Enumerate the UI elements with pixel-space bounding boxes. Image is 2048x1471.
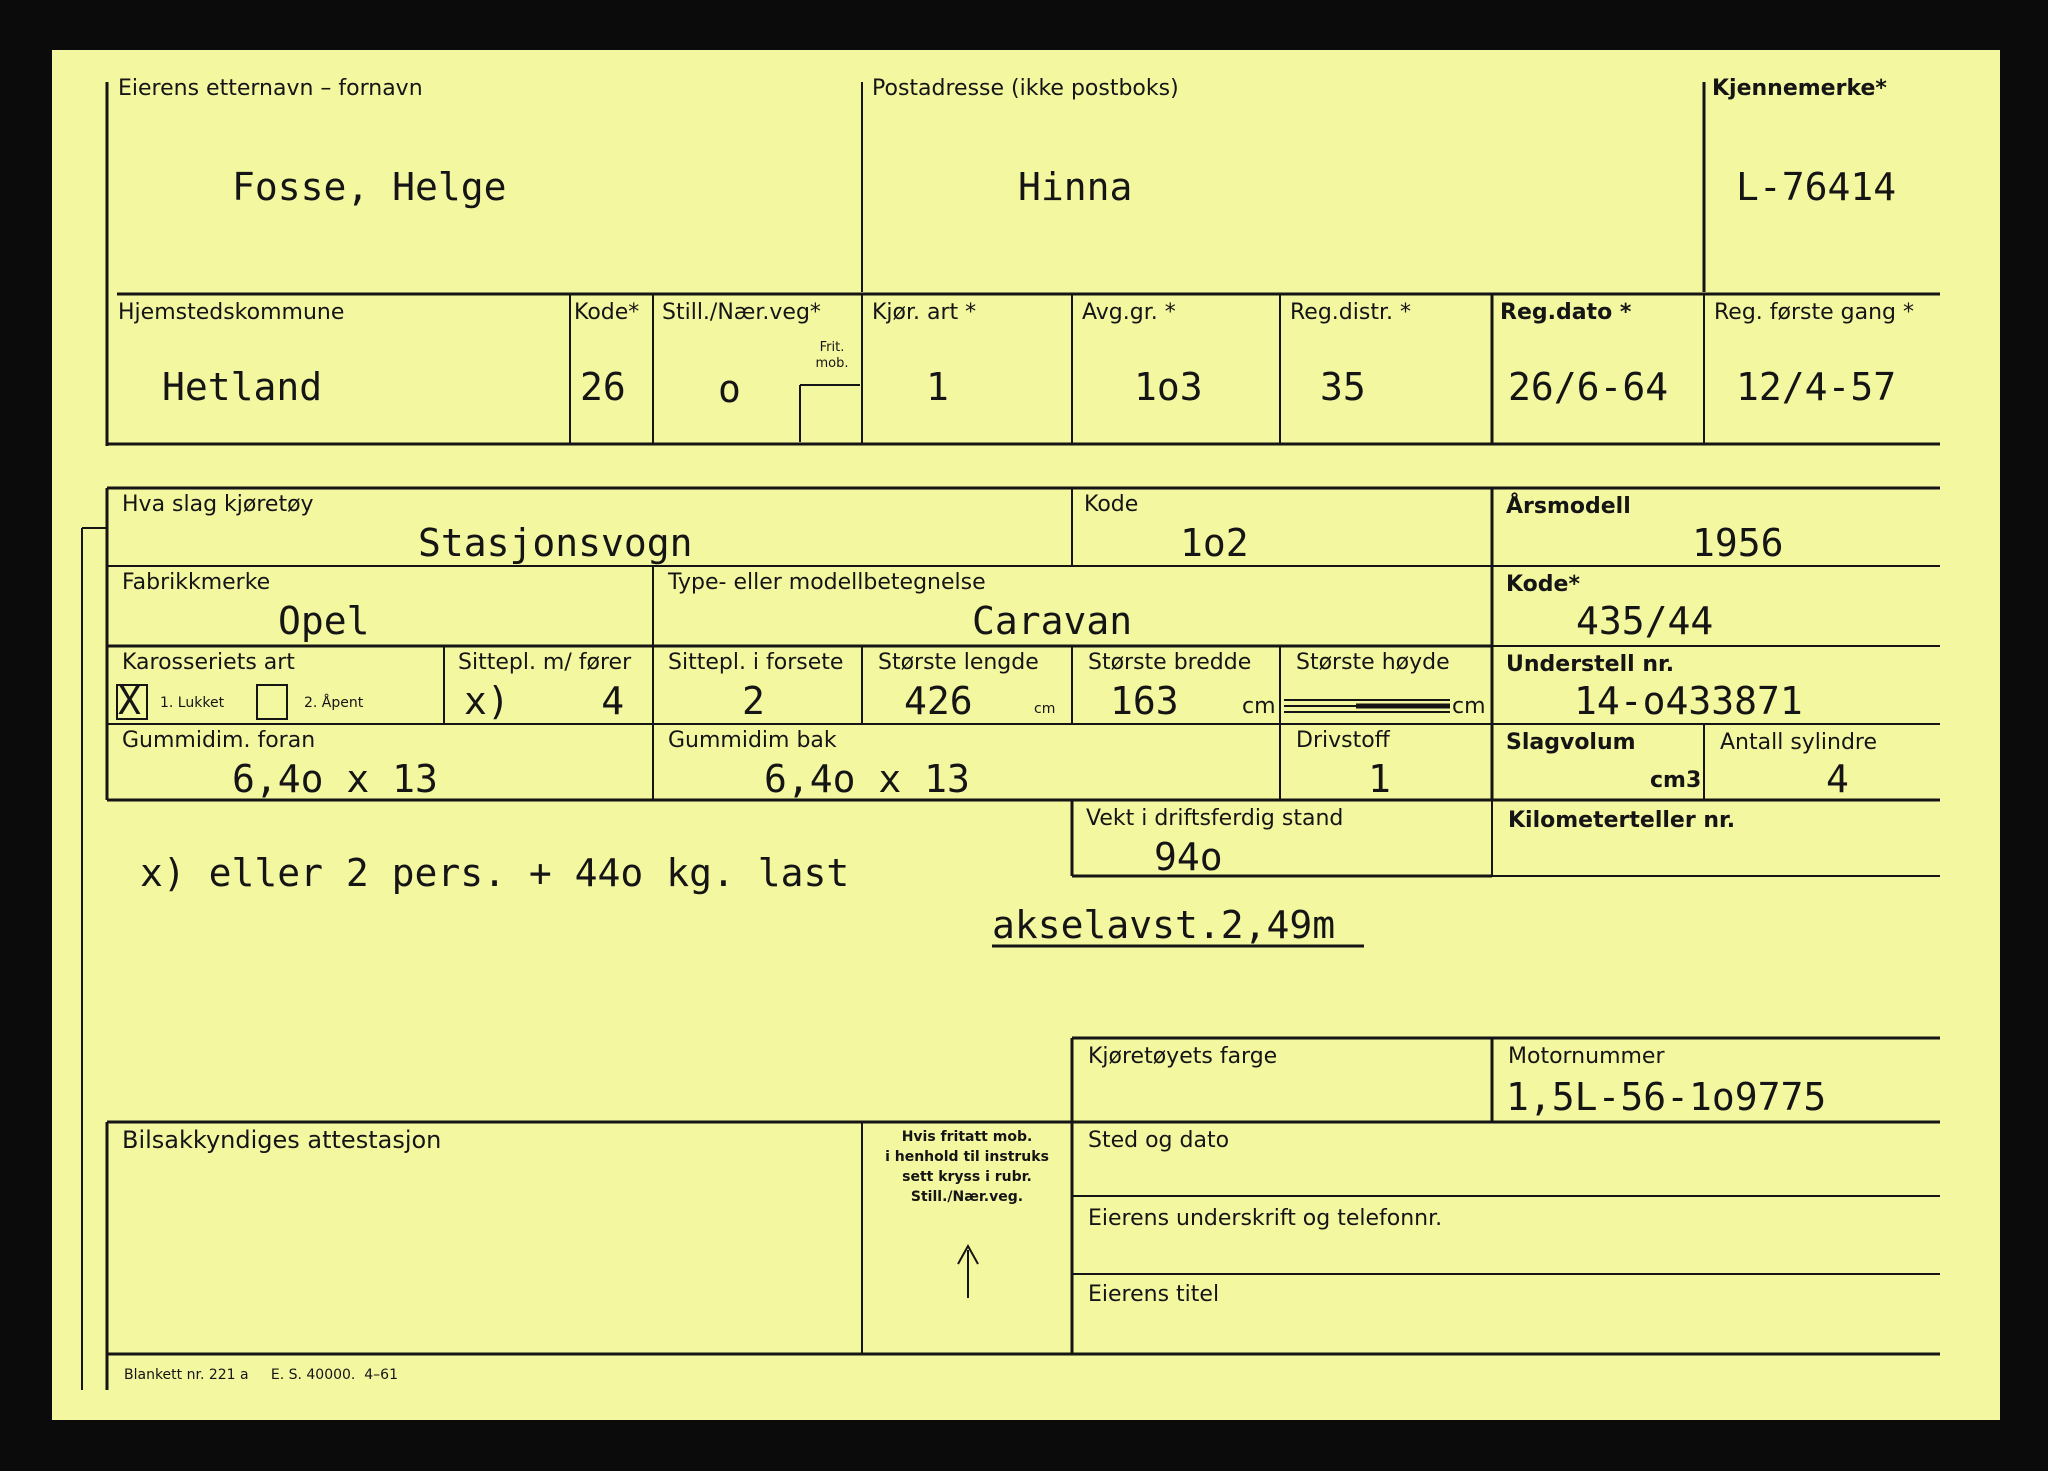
cylinders-value: 4: [1826, 757, 1849, 801]
avg-gr-value: 1o3: [1134, 365, 1203, 409]
width-label: Største bredde: [1088, 650, 1252, 675]
exempt-note-line2: i henhold til instruks: [885, 1149, 1049, 1165]
chassis-value: 14-o433871: [1574, 679, 1803, 723]
tire-front-value: 6,4o x 13: [232, 757, 438, 801]
frit-mob-label: Frit. mob.: [815, 340, 849, 371]
length-label: Største lengde: [878, 650, 1039, 675]
vehicle-type-value: Stasjonsvogn: [418, 521, 693, 565]
form-footer: Blankett nr. 221 a E. S. 40000. 4–61: [124, 1367, 398, 1383]
reg-date-value: 26/6-64: [1508, 365, 1669, 409]
fuel-label: Drivstoff: [1296, 728, 1390, 753]
tire-rear-label: Gummidim bak: [668, 728, 837, 753]
tire-rear-value: 6,4o x 13: [764, 757, 970, 801]
vehicle-code-label: Kode: [1084, 492, 1139, 517]
municipality-value: Hetland: [162, 365, 323, 409]
fuel-value: 1: [1368, 757, 1391, 801]
make-value: Opel: [278, 599, 370, 643]
avg-gr-label: Avg.gr. *: [1082, 300, 1176, 325]
year-value: 1956: [1692, 521, 1784, 565]
attest-label: Bilsakkyndiges attestasjon: [122, 1126, 442, 1154]
reg-distr-label: Reg.distr. *: [1290, 300, 1411, 325]
reg-first-value: 12/4-57: [1736, 365, 1897, 409]
address-label: Postadresse (ikke postboks): [872, 76, 1179, 101]
displacement-unit: cm3: [1650, 768, 1702, 793]
width-unit: cm: [1242, 694, 1276, 719]
vehicle-code-value: 1o2: [1180, 521, 1249, 565]
model-code-label: Kode*: [1506, 572, 1580, 597]
reg-first-label: Reg. første gang *: [1714, 300, 1914, 325]
body-open-label: 2. Åpent: [304, 695, 364, 711]
kjor-art-value: 1: [926, 365, 949, 409]
address-value: Hinna: [1018, 165, 1133, 209]
color-label: Kjøretøyets farge: [1088, 1044, 1278, 1069]
note-wheelbase: akselavst.2,49m: [992, 903, 1336, 947]
note-seats-load: x) eller 2 pers. + 44o kg. last: [140, 851, 850, 895]
form-grid-lines: [52, 50, 2000, 1420]
weight-value: 94o: [1154, 835, 1223, 879]
seats-driver-value: x) 4: [464, 679, 625, 723]
body-type-label: Karosseriets art: [122, 650, 295, 675]
exempt-note-line1: Hvis fritatt mob.: [901, 1129, 1033, 1145]
model-code-value: 435/44: [1576, 599, 1714, 643]
registration-card: [52, 50, 2000, 1420]
municipality-label: Hjemstedskommune: [118, 300, 345, 325]
length-unit: cm: [1034, 701, 1056, 717]
model-value: Caravan: [972, 599, 1133, 643]
reg-distr-value: 35: [1320, 365, 1366, 409]
make-label: Fabrikkmerke: [122, 570, 271, 595]
still-value: o: [718, 367, 741, 411]
body-open-checkbox: [256, 684, 288, 720]
vehicle-type-label: Hva slag kjøretøy: [122, 492, 314, 517]
model-label: Type- eller modellbetegnelse: [668, 570, 986, 595]
plate-label: Kjennemerke*: [1712, 76, 1887, 101]
seats-front-value: 2: [742, 679, 765, 723]
exempt-note-line3: sett kryss i rubr.: [902, 1169, 1032, 1185]
displacement-label: Slagvolum: [1506, 730, 1636, 755]
weight-label: Vekt i driftsferdig stand: [1086, 806, 1344, 831]
height-unit: cm: [1452, 694, 1486, 719]
seats-front-label: Sittepl. i forsete: [668, 650, 844, 675]
owner-name-label: Eierens etternavn – fornavn: [118, 76, 423, 101]
seats-driver-label: Sittepl. m/ fører: [458, 650, 632, 675]
owner-title-label: Eierens titel: [1088, 1282, 1220, 1307]
place-date-label: Sted og dato: [1088, 1128, 1230, 1153]
body-closed-mark: X: [118, 679, 141, 723]
cylinders-label: Antall sylindre: [1720, 730, 1878, 755]
chassis-label: Understell nr.: [1506, 652, 1675, 677]
code-label: Kode*: [574, 300, 640, 325]
width-value: 163: [1110, 679, 1179, 723]
odometer-label: Kilometerteller nr.: [1508, 808, 1736, 833]
reg-date-label: Reg.dato *: [1500, 300, 1632, 325]
tire-front-label: Gummidim. foran: [122, 728, 316, 753]
length-value: 426: [904, 679, 973, 723]
height-label: Største høyde: [1296, 650, 1450, 675]
engine-label: Motornummer: [1508, 1044, 1665, 1069]
signature-label: Eierens underskrift og telefonnr.: [1088, 1206, 1443, 1231]
kjor-art-label: Kjør. art *: [872, 300, 977, 325]
still-label: Still./Nær.veg*: [662, 300, 821, 325]
body-closed-label: 1. Lukket: [160, 695, 225, 711]
plate-value: L-76414: [1736, 165, 1897, 209]
engine-value: 1,5L-56-1o9775: [1506, 1075, 1827, 1119]
code-value: 26: [580, 365, 626, 409]
exempt-note-line4: Still./Nær.veg.: [910, 1189, 1024, 1205]
owner-name-value: Fosse, Helge: [232, 165, 507, 209]
year-label: Årsmodell: [1506, 494, 1631, 519]
